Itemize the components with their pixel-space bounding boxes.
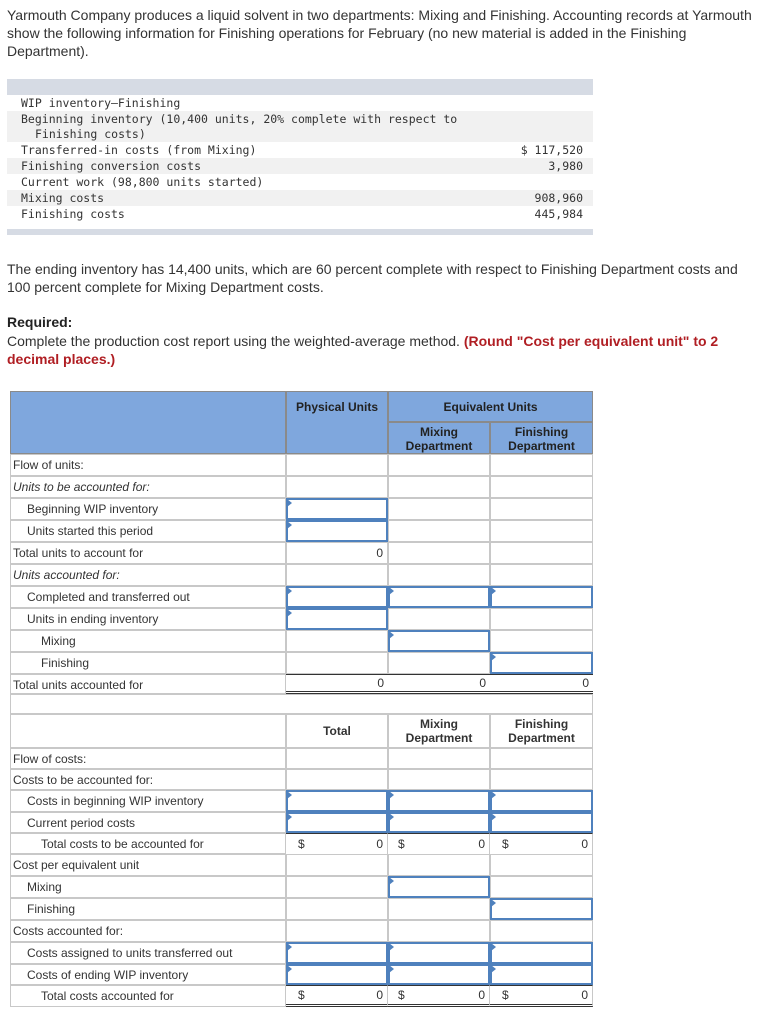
beginning-wip-label: Beginning WIP inventory xyxy=(10,498,286,520)
empty-cell xyxy=(490,769,593,790)
empty-cell xyxy=(388,769,490,790)
empty-cell xyxy=(388,920,490,942)
assigned-out-total-input[interactable] xyxy=(286,942,388,964)
empty-cell xyxy=(490,608,593,630)
empty-cell xyxy=(388,608,490,630)
empty-cell xyxy=(490,920,593,942)
total-value: 0 xyxy=(376,837,383,851)
cpeu-mixing-input[interactable] xyxy=(388,876,490,898)
completed-mixing-input[interactable] xyxy=(388,586,490,608)
wip-inventory-table xyxy=(7,79,593,236)
empty-cell xyxy=(388,854,490,876)
completed-physical-input[interactable] xyxy=(286,586,388,608)
total-units-accounted-finishing: 0 xyxy=(490,674,593,694)
mixing-costs-row: Mixing costs 908,960 xyxy=(7,190,593,206)
total-units-accounted-physical: 0 xyxy=(286,674,388,694)
cpeu-mixing-label: Mixing xyxy=(10,876,286,898)
empty-cell xyxy=(388,748,490,769)
units-accounted-label: Units accounted for: xyxy=(10,564,286,586)
total-units-to-account-value: 0 xyxy=(286,542,388,564)
empty-cell xyxy=(286,748,388,769)
ending-costs-finishing-input[interactable] xyxy=(490,964,593,985)
dollar-sign: $ xyxy=(502,988,509,1002)
dollar-sign: $ xyxy=(298,837,305,851)
units-ending-inventory-label: Units in ending inventory xyxy=(10,608,286,630)
beginning-row-cont: Finishing costs) xyxy=(7,126,593,142)
flow-of-costs-label: Flow of costs: xyxy=(10,748,286,769)
assigned-out-label: Costs assigned to units transferred out xyxy=(10,942,286,964)
total-costs-accounted-total xyxy=(286,985,388,1007)
total-costs-accounted-mixing xyxy=(388,985,490,1007)
rounding-note: (Round "Cost per equivalent unit" to 2 decimal places.) xyxy=(7,333,719,367)
current-work-row: Current work (98,800 units started) xyxy=(21,175,264,189)
empty-cell xyxy=(490,630,593,652)
empty-cell xyxy=(286,854,388,876)
empty-cell xyxy=(388,898,490,920)
total-column-header: Total xyxy=(286,714,388,748)
total-costs-accounted-finishing xyxy=(490,985,593,1007)
cpeu-finishing-label: Finishing xyxy=(10,898,286,920)
spacer-row xyxy=(10,694,593,714)
empty-cell xyxy=(388,652,490,674)
total-costs-to-account-label: Total costs to be accounted for xyxy=(10,833,286,854)
ending-mixing-input[interactable] xyxy=(388,630,490,652)
total-costs-to-account-total xyxy=(286,833,388,854)
intro-text: Yarmouth Company produces a liquid solvent in two departments: Mixing and Finishing. Accounting records at Yarmouth show the following information for Finishing operations for February (no new material is added in the Finishing Department). xyxy=(7,7,752,59)
units-to-account-label: Units to be accounted for: xyxy=(10,476,286,498)
empty-cell xyxy=(490,542,593,564)
ending-costs-total-input[interactable] xyxy=(286,964,388,985)
empty-cell xyxy=(490,520,593,542)
finishing-value: 0 xyxy=(581,988,588,1002)
costs-to-account-label: Costs to be accounted for: xyxy=(10,769,286,790)
empty-cell xyxy=(286,769,388,790)
costs-beginning-total-input[interactable] xyxy=(286,790,388,812)
mixing-dept-header: Mixing Department xyxy=(388,422,490,454)
current-costs-mixing-input[interactable] xyxy=(388,812,490,833)
total-value: 0 xyxy=(376,988,383,1002)
current-costs-finishing-input[interactable] xyxy=(490,812,593,833)
wip-title-row: WIP inventory—Finishing xyxy=(21,96,181,110)
units-started-physical-input[interactable] xyxy=(286,520,388,542)
current-period-costs-label: Current period costs xyxy=(10,812,286,833)
costs-beginning-wip-label: Costs in beginning WIP inventory xyxy=(10,790,286,812)
ending-wip-costs-label: Costs of ending WIP inventory xyxy=(10,964,286,985)
costs-beginning-finishing-input[interactable] xyxy=(490,790,593,812)
assigned-out-finishing-input[interactable] xyxy=(490,942,593,964)
empty-cell xyxy=(388,498,490,520)
dollar-sign: $ xyxy=(502,837,509,851)
dollar-sign: $ xyxy=(398,837,405,851)
current-costs-total-input[interactable] xyxy=(286,812,388,833)
table-band xyxy=(7,79,593,95)
empty-cell xyxy=(286,652,388,674)
total-units-to-account-label: Total units to account for xyxy=(10,542,286,564)
table-band xyxy=(7,229,593,235)
completed-finishing-input[interactable] xyxy=(490,586,593,608)
empty-cell xyxy=(388,520,490,542)
mixing-value: 0 xyxy=(478,988,485,1002)
total-costs-accounted-label: Total costs accounted for xyxy=(10,985,286,1007)
ending-mixing-label: Mixing xyxy=(10,630,286,652)
finishing-dept-header: Finishing Department xyxy=(490,422,593,454)
finishing-value: 0 xyxy=(581,837,588,851)
cost-per-eu-label: Cost per equivalent unit xyxy=(10,854,286,876)
total-costs-to-account-finishing xyxy=(490,833,593,854)
units-started-label: Units started this period xyxy=(10,520,286,542)
physical-units-header: Physical Units xyxy=(286,391,388,454)
empty-cell xyxy=(286,898,388,920)
empty-cell xyxy=(388,564,490,586)
finishing-costs-row: Finishing costs 445,984 xyxy=(21,207,583,221)
ending-inventory-physical-input[interactable] xyxy=(286,608,388,630)
empty-cell xyxy=(490,876,593,898)
total-units-accounted-label: Total units accounted for xyxy=(10,674,286,694)
costs-accounted-label: Costs accounted for: xyxy=(10,920,286,942)
empty-cell xyxy=(286,454,388,476)
conversion-row: Finishing conversion costs 3,980 xyxy=(7,158,593,174)
empty-cell xyxy=(286,476,388,498)
empty-cell xyxy=(286,630,388,652)
ending-inventory-text: The ending inventory has 14,400 units, which are 60 percent complete with respect to Finishing Department costs and 100 percent complete for Mixing Department costs. xyxy=(7,261,738,295)
beginning-row: Beginning inventory (10,400 units, 20% complete with respect to xyxy=(7,111,593,127)
header-blank xyxy=(10,714,286,748)
empty-cell xyxy=(286,920,388,942)
beginning-wip-physical-input[interactable] xyxy=(286,498,388,520)
empty-cell xyxy=(490,476,593,498)
empty-cell xyxy=(286,876,388,898)
empty-cell xyxy=(490,454,593,476)
empty-cell xyxy=(286,564,388,586)
required-instruction: Complete the production cost report using the weighted-average method. xyxy=(7,333,460,349)
completed-transferred-label: Completed and transferred out xyxy=(10,586,286,608)
mixing-cost-header: Mixing Department xyxy=(388,714,490,748)
empty-cell xyxy=(490,564,593,586)
costs-beginning-mixing-input[interactable] xyxy=(388,790,490,812)
required-text xyxy=(7,332,762,368)
empty-cell xyxy=(388,476,490,498)
empty-cell xyxy=(490,748,593,769)
equivalent-units-header: Equivalent Units xyxy=(388,391,593,422)
empty-cell xyxy=(388,542,490,564)
mixing-value: 0 xyxy=(478,837,485,851)
ending-costs-mixing-input[interactable] xyxy=(388,964,490,985)
ending-finishing-label: Finishing xyxy=(10,652,286,674)
assigned-out-mixing-input[interactable] xyxy=(388,942,490,964)
empty-cell xyxy=(388,454,490,476)
total-costs-to-account-mixing xyxy=(388,833,490,854)
header-blank xyxy=(10,391,286,454)
dollar-sign: $ xyxy=(298,988,305,1002)
required-heading: Required: xyxy=(7,314,73,330)
empty-cell xyxy=(490,498,593,520)
finishing-cost-header: Finishing Department xyxy=(490,714,593,748)
ending-finishing-input[interactable] xyxy=(490,652,593,674)
total-units-accounted-mixing: 0 xyxy=(388,674,490,694)
dollar-sign: $ xyxy=(398,988,405,1002)
cpeu-finishing-input[interactable] xyxy=(490,898,593,920)
empty-cell xyxy=(490,854,593,876)
flow-of-units-label: Flow of units: xyxy=(10,454,286,476)
transferred-row: Transferred-in costs (from Mixing) $ 117,520 xyxy=(21,143,583,157)
